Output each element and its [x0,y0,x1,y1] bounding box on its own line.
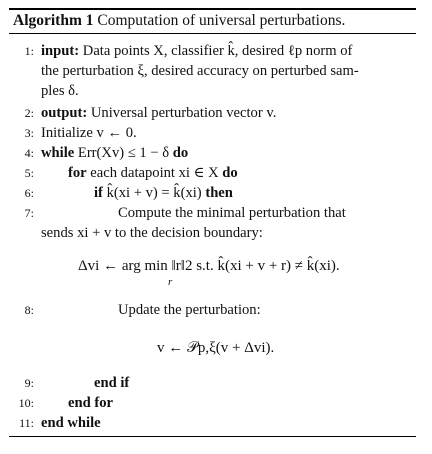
line-text: Universal perturbation vector v. [90,105,277,121]
line-number: 5: [24,166,34,180]
line-10 [0,393,432,413]
equation-text: Δvi ← arg min ‖r‖2 s.t. k̂(xi + v + r) ≠ k̂(xi). [78,258,340,274]
line-text: Compute the minimal perturbation that [118,205,346,221]
line-number: 8: [24,303,34,317]
line-11 [0,413,432,433]
line-5 [0,163,432,183]
line-1-cont-a [0,61,432,81]
line-number: 10: [18,396,34,410]
line-number: 1: [24,44,34,58]
keyword-end-while: end while [41,415,101,431]
line-text: the perturbation ξ, desired accuracy on perturbed sam- [41,63,359,79]
line-7 [0,203,432,223]
algorithm-title: Computation of universal perturbations. [97,12,346,29]
equation-argmin-subscript: r [168,276,173,288]
keyword-while: while [41,145,75,161]
keyword-end-if: end if [94,375,130,391]
equation-update [157,339,274,357]
line-1 [0,41,432,61]
algorithm-caption [13,12,345,30]
keyword-output: output: [41,105,88,121]
line-text: Initialize v ← 0. [41,125,137,141]
equation-delta-v [78,258,340,275]
line-number: 7: [24,206,34,220]
line-text: Data points X, classifier k̂, desired ℓp norm of [82,43,353,59]
bottom-rule [9,436,416,437]
line-3 [0,123,432,143]
keyword-do: do [222,165,238,181]
line-number: 4: [24,146,34,160]
algorithm-label: Algorithm 1 [13,12,94,29]
line-number: 6: [24,186,34,200]
line-text: k̂(xi + v) = k̂(xi) [106,185,202,201]
line-number: 2: [24,106,34,120]
equation-text: v ← 𝒫p,ξ(v + Δvi). [157,340,275,356]
line-content [41,143,188,163]
line-content [68,163,238,183]
line-text: sends xi + v to the decision boundary: [41,225,263,241]
line-text: each datapoint xi ∈ X [90,165,219,181]
keyword-if: if [94,185,103,201]
line-content [94,183,233,203]
line-content [41,41,352,61]
line-7-cont [0,223,432,243]
top-rule [9,8,416,10]
line-text: Err(Xv) ≤ 1 − δ [77,145,170,161]
keyword-do: do [172,145,189,161]
line-4 [0,143,432,163]
line-content [41,103,276,123]
keyword-input: input: [41,43,80,59]
keyword-for: for [68,165,87,181]
keyword-then: then [205,185,233,201]
line-1-cont-b [0,81,432,101]
keyword-end-for: end for [68,395,113,411]
caption-rule [9,33,416,34]
line-text: Update the perturbation: [118,302,261,318]
line-6 [0,183,432,203]
line-number: 11: [19,416,34,430]
line-8 [0,300,432,320]
line-2 [0,103,432,123]
line-9 [0,373,432,393]
line-number: 3: [24,126,34,140]
line-text: ples δ. [41,83,79,99]
line-number: 9: [24,376,34,390]
